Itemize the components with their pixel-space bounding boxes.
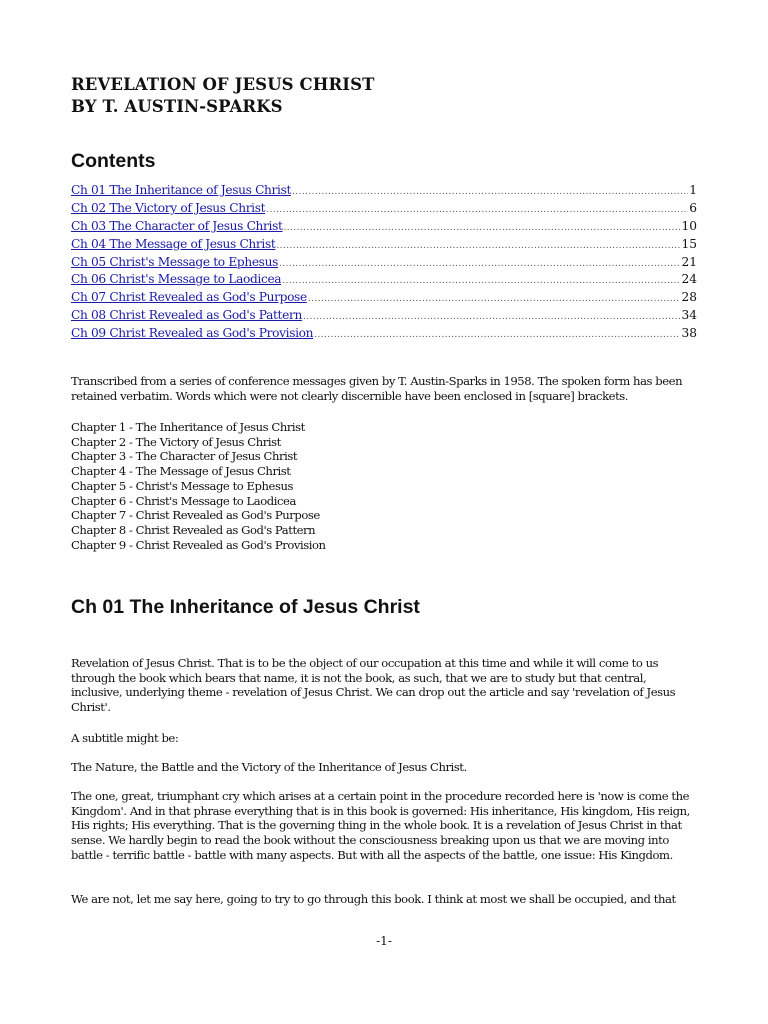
toc-link-ch05[interactable]: Ch 05 Christ's Message to Ephesus xyxy=(71,254,278,269)
document-title xyxy=(71,74,375,118)
toc-page-number: 1 xyxy=(689,183,697,197)
toc-row xyxy=(71,237,697,255)
body-paragraph: We are not, let me say here, going to try to go through this book. I think at most we shall be occupied, and that xyxy=(71,892,676,906)
toc-page-number: 6 xyxy=(689,200,697,215)
toc-leader-dots xyxy=(308,294,681,304)
toc-page-number: 24 xyxy=(681,272,697,287)
toc-row xyxy=(71,272,697,290)
toc-row xyxy=(71,219,697,237)
toc-page-number: 10 xyxy=(681,218,697,233)
toc-link-ch07[interactable]: Ch 07 Christ Revealed as God's Purpose xyxy=(71,290,307,305)
body-paragraph: Revelation of Jesus Christ. That is to be the object of our occupation at this time and while it will come to us through the book which bears that name, it is not the book, as such, that we are to study but that central, inclusive, underlying theme - revelation of Jesus Christ. We can drop out the article and say 'revelation of Jesus Christ'. xyxy=(71,656,676,715)
toc-leader-dots xyxy=(282,276,680,286)
toc-row xyxy=(71,255,697,273)
toc-leader-dots xyxy=(303,312,681,322)
toc-page-number: 21 xyxy=(681,254,697,269)
toc-page-number: 15 xyxy=(681,236,697,251)
toc-leader-dots xyxy=(279,259,680,269)
toc-row xyxy=(71,290,697,308)
toc-link-ch04[interactable]: Ch 04 The Message of Jesus Christ xyxy=(71,236,276,251)
toc-page-number: 38 xyxy=(681,326,697,341)
chapter-list-item: Chapter 7 - Christ Revealed as God's Purpose xyxy=(71,508,320,523)
chapter-heading: Ch 01 The Inheritance of Jesus Christ xyxy=(71,596,420,618)
subtitle-paragraph: The Nature, the Battle and the Victory of the Inheritance of Jesus Christ. xyxy=(71,760,467,774)
toc-link-ch03[interactable]: Ch 03 The Character of Jesus Christ xyxy=(71,218,283,233)
toc-link-ch09[interactable]: Ch 09 Christ Revealed as God's Provision xyxy=(71,326,314,341)
chapter-list-item: Chapter 3 - The Character of Jesus Christ xyxy=(71,449,298,464)
toc-row xyxy=(71,326,697,344)
toc-row xyxy=(71,308,697,326)
toc-leader-dots xyxy=(266,205,688,215)
toc-leader-dots xyxy=(284,223,681,233)
intro-paragraph: Transcribed from a series of conference messages given by T. Austin-Sparks in 1958. The spoken form has been retained verbatim. Words which were not clearly discernible have been enclosed in [square] brackets. xyxy=(71,374,683,403)
toc-page-number: 28 xyxy=(681,290,697,305)
chapter-list-item: Chapter 2 - The Victory of Jesus Christ xyxy=(71,434,281,449)
toc-link-ch06[interactable]: Ch 06 Christ's Message to Laodicea xyxy=(71,272,282,287)
chapter-list-item: Chapter 8 - Christ Revealed as God's Pattern xyxy=(71,522,316,537)
toc-row xyxy=(71,183,697,201)
chapter-list-item: Chapter 1 - The Inheritance of Jesus Christ xyxy=(71,420,305,434)
contents-heading: Contents xyxy=(71,150,156,172)
chapter-list-item: Chapter 5 - Christ's Message to Ephesus xyxy=(71,478,293,493)
toc-page-number: 34 xyxy=(681,308,697,323)
chapter-list-item: Chapter 9 - Christ Revealed as God's Provision xyxy=(71,537,326,552)
toc-link-ch08[interactable]: Ch 08 Christ Revealed as God's Pattern xyxy=(71,308,302,323)
body-paragraph: The one, great, triumphant cry which arises at a certain point in the procedure recorded here is 'now is come the Kingdom'. And in that phrase everything that is in this book is governed: His inheritance, His kingdom, His reign, His rights; His everything. That is the governing thing in the whole book. It is a revelation of Jesus Christ in that sense. We hardly begin to read the book without the consciousness breaking upon us that we are moving into battle - terrific battle - battle with many aspects. But with all the aspects of the battle, one issue: His Kingdom. xyxy=(71,789,690,862)
body-paragraph: A subtitle might be: xyxy=(71,731,179,745)
chapter-list xyxy=(71,420,326,552)
toc-row xyxy=(71,201,697,219)
toc-leader-dots xyxy=(276,241,680,251)
toc-leader-dots xyxy=(314,330,680,340)
table-of-contents xyxy=(71,183,697,344)
author-line: BY T. AUSTIN-SPARKS xyxy=(71,97,283,116)
toc-leader-dots xyxy=(292,187,688,197)
chapter-list-item: Chapter 6 - Christ's Message to Laodicea xyxy=(71,493,296,508)
chapter-list-item: Chapter 4 - The Message of Jesus Christ xyxy=(71,464,291,479)
title-line: REVELATION OF JESUS CHRIST xyxy=(71,75,375,94)
toc-link-ch02[interactable]: Ch 02 The Victory of Jesus Christ xyxy=(71,200,266,215)
page-number: -1- xyxy=(376,934,392,948)
toc-link-ch01[interactable]: Ch 01 The Inheritance of Jesus Christ xyxy=(71,183,292,197)
